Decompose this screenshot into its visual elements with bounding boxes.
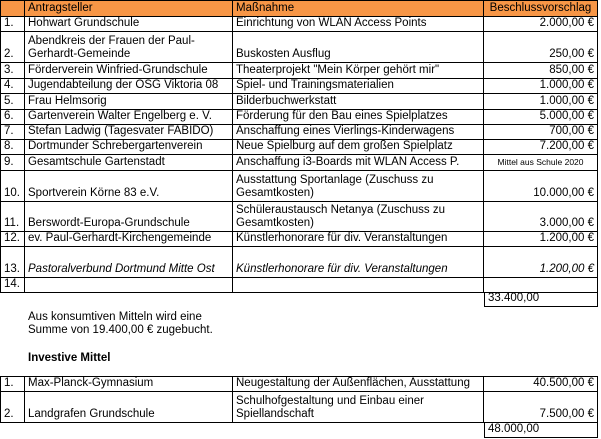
cell-nr[interactable]: 13. (0, 247, 25, 278)
table-row (0, 140, 601, 155)
cell-massnahme[interactable]: Spiel- und Trainingsmaterialien (233, 79, 484, 94)
cell-antragsteller[interactable]: Förderverein Winfried-Grundschule (25, 63, 233, 79)
cell-massnahme[interactable]: Buskosten Ausflug (233, 32, 484, 63)
cell-betrag[interactable]: 1.000,00 € (484, 94, 598, 110)
cell-betrag[interactable]: 3.000,00 € (484, 202, 598, 232)
cell-antragsteller[interactable]: Hohwart Grundschule (25, 17, 233, 32)
table-row (0, 232, 601, 247)
cell-antragsteller[interactable]: Pastoralverbund Dortmund Mitte Ost (25, 247, 233, 278)
cell-betrag[interactable]: 1.200,00 € (484, 232, 598, 247)
cell-antragsteller[interactable]: Dortmunder Schrebergartenverein (25, 140, 233, 155)
cell-betrag[interactable]: 250,00 € (484, 32, 598, 63)
table-row (0, 32, 601, 63)
cell-nr[interactable]: 5. (0, 94, 25, 110)
table-row (0, 278, 601, 293)
cell-nr[interactable]: 7. (0, 125, 25, 140)
cell-betrag[interactable]: 2.000,00 € (484, 17, 598, 32)
table-row (0, 125, 601, 140)
cell-betrag[interactable]: 7.500,00 € (484, 392, 598, 423)
cell-antragsteller[interactable]: Max-Planck-Gymnasium (25, 376, 233, 392)
cell-betrag[interactable]: 40.500,00 € (484, 376, 598, 392)
cell-antragsteller[interactable] (25, 278, 233, 293)
cell-antragsteller[interactable]: Berswordt-Europa-Grundschule (25, 202, 233, 232)
sum-row (0, 293, 601, 307)
header-antragsteller[interactable]: Antragsteller (25, 0, 233, 17)
cell-nr[interactable]: 4. (0, 79, 25, 94)
sum-row (0, 423, 601, 438)
cell-massnahme[interactable] (233, 278, 484, 293)
cell-nr[interactable]: 11. (0, 202, 25, 232)
cell-nr[interactable]: 6. (0, 110, 25, 125)
cell-nr[interactable]: 12. (0, 232, 25, 247)
cell-massnahme[interactable]: Bilderbuchwerkstatt (233, 94, 484, 110)
cell-nr[interactable]: 2. (0, 392, 25, 423)
cell-antragsteller[interactable]: Frau Helmsorig (25, 94, 233, 110)
cell-nr[interactable]: 14. (0, 278, 25, 293)
cell-nr[interactable]: 3. (0, 63, 25, 79)
table-row (0, 63, 601, 79)
cell-antragsteller[interactable]: Stefan Ladwig (Tagesvater FABIDO) (25, 125, 233, 140)
section-title-investive[interactable]: Investive Mittel (28, 352, 111, 364)
sum-konsumtiv[interactable]: 33.400,00 (484, 293, 598, 307)
cell-antragsteller[interactable]: ev. Paul-Gerhardt-Kirchengemeinde (25, 232, 233, 247)
cell-nr[interactable]: 2. (0, 32, 25, 63)
cell-betrag[interactable]: 10.000,00 € (484, 171, 598, 202)
sum-investiv[interactable]: 48.000,00 (484, 423, 598, 438)
header-beschlussvorschlag[interactable]: Beschlussvorschlag (484, 0, 598, 17)
cell-massnahme[interactable]: Anschaffung i3-Boards mit WLAN Access P. (233, 155, 484, 171)
section-title-row (0, 350, 601, 366)
cell-antragsteller[interactable]: Gartenverein Walter Engelberg e. V. (25, 110, 233, 125)
header-row (0, 0, 601, 17)
header-massnahme[interactable]: Maßnahme (233, 0, 484, 17)
table-row (0, 94, 601, 110)
cell-massnahme[interactable]: Einrichtung von WLAN Access Points (233, 17, 484, 32)
cell-betrag[interactable]: 1.200,00 € (484, 247, 598, 278)
cell-antragsteller[interactable]: Abendkreis der Frauen der Paul-Gerhardt-Gemeinde (25, 32, 233, 63)
cell-nr[interactable]: 10. (0, 171, 25, 202)
table-row (0, 171, 601, 202)
cell-nr[interactable]: 8. (0, 140, 25, 155)
table-row (0, 79, 601, 94)
note-text[interactable]: Aus konsumtiven Mitteln wird eine Summe von 19.400,00 € zugebucht. (28, 311, 213, 336)
investive-row (0, 392, 601, 423)
cell-massnahme[interactable]: Künstlerhonorare für div. Veranstaltungen (233, 232, 484, 247)
cell-massnahme[interactable]: Schulhofgestaltung und Einbau einer Spiellandschaft (233, 392, 484, 423)
cell-antragsteller[interactable]: Landgrafen Grundschule (25, 392, 233, 423)
investive-row (0, 376, 601, 392)
note-row (0, 308, 601, 340)
table-row (0, 155, 601, 171)
cell-betrag[interactable]: Mittel aus Schule 2020 (484, 155, 598, 171)
cell-massnahme[interactable]: Schüleraustausch Netanya (Zuschuss zu Gesamtkosten) (233, 202, 484, 232)
cell-massnahme[interactable]: Neue Spielburg auf dem großen Spielplatz (233, 140, 484, 155)
table-row (0, 110, 601, 125)
cell-antragsteller[interactable]: Gesamtschule Gartenstadt (25, 155, 233, 171)
header-nr[interactable] (0, 0, 25, 17)
cell-betrag[interactable]: 7.200,00 € (484, 140, 598, 155)
cell-betrag[interactable]: 700,00 € (484, 125, 598, 140)
cell-massnahme[interactable]: Künstlerhonorare für div. Veranstaltungen (233, 247, 484, 278)
cell-massnahme[interactable]: Anschaffung eines Vierlings-Kinderwagens (233, 125, 484, 140)
cell-massnahme[interactable]: Förderung für den Bau eines Spielplatzes (233, 110, 484, 125)
cell-betrag[interactable]: 1.000,00 € (484, 79, 598, 94)
cell-antragsteller[interactable]: Jugendabteilung der ÖSG Viktoria 08 (25, 79, 233, 94)
table-row (0, 247, 601, 278)
cell-antragsteller[interactable]: Sportverein Körne 83 e.V. (25, 171, 233, 202)
cell-betrag[interactable]: 5.000,00 € (484, 110, 598, 125)
cell-nr[interactable]: 1. (0, 376, 25, 392)
cell-massnahme[interactable]: Theaterprojekt "Mein Körper gehört mir" (233, 63, 484, 79)
cell-nr[interactable]: 1. (0, 17, 25, 32)
table-row (0, 17, 601, 32)
cell-massnahme[interactable]: Neugestaltung der Außenflächen, Ausstattung (233, 376, 484, 392)
table-row (0, 202, 601, 232)
cell-nr[interactable]: 9. (0, 155, 25, 171)
cell-betrag[interactable]: 850,00 € (484, 63, 598, 79)
cell-betrag[interactable] (484, 278, 598, 293)
cell-massnahme[interactable]: Ausstattung Sportanlage (Zuschuss zu Gesamtkosten) (233, 171, 484, 202)
